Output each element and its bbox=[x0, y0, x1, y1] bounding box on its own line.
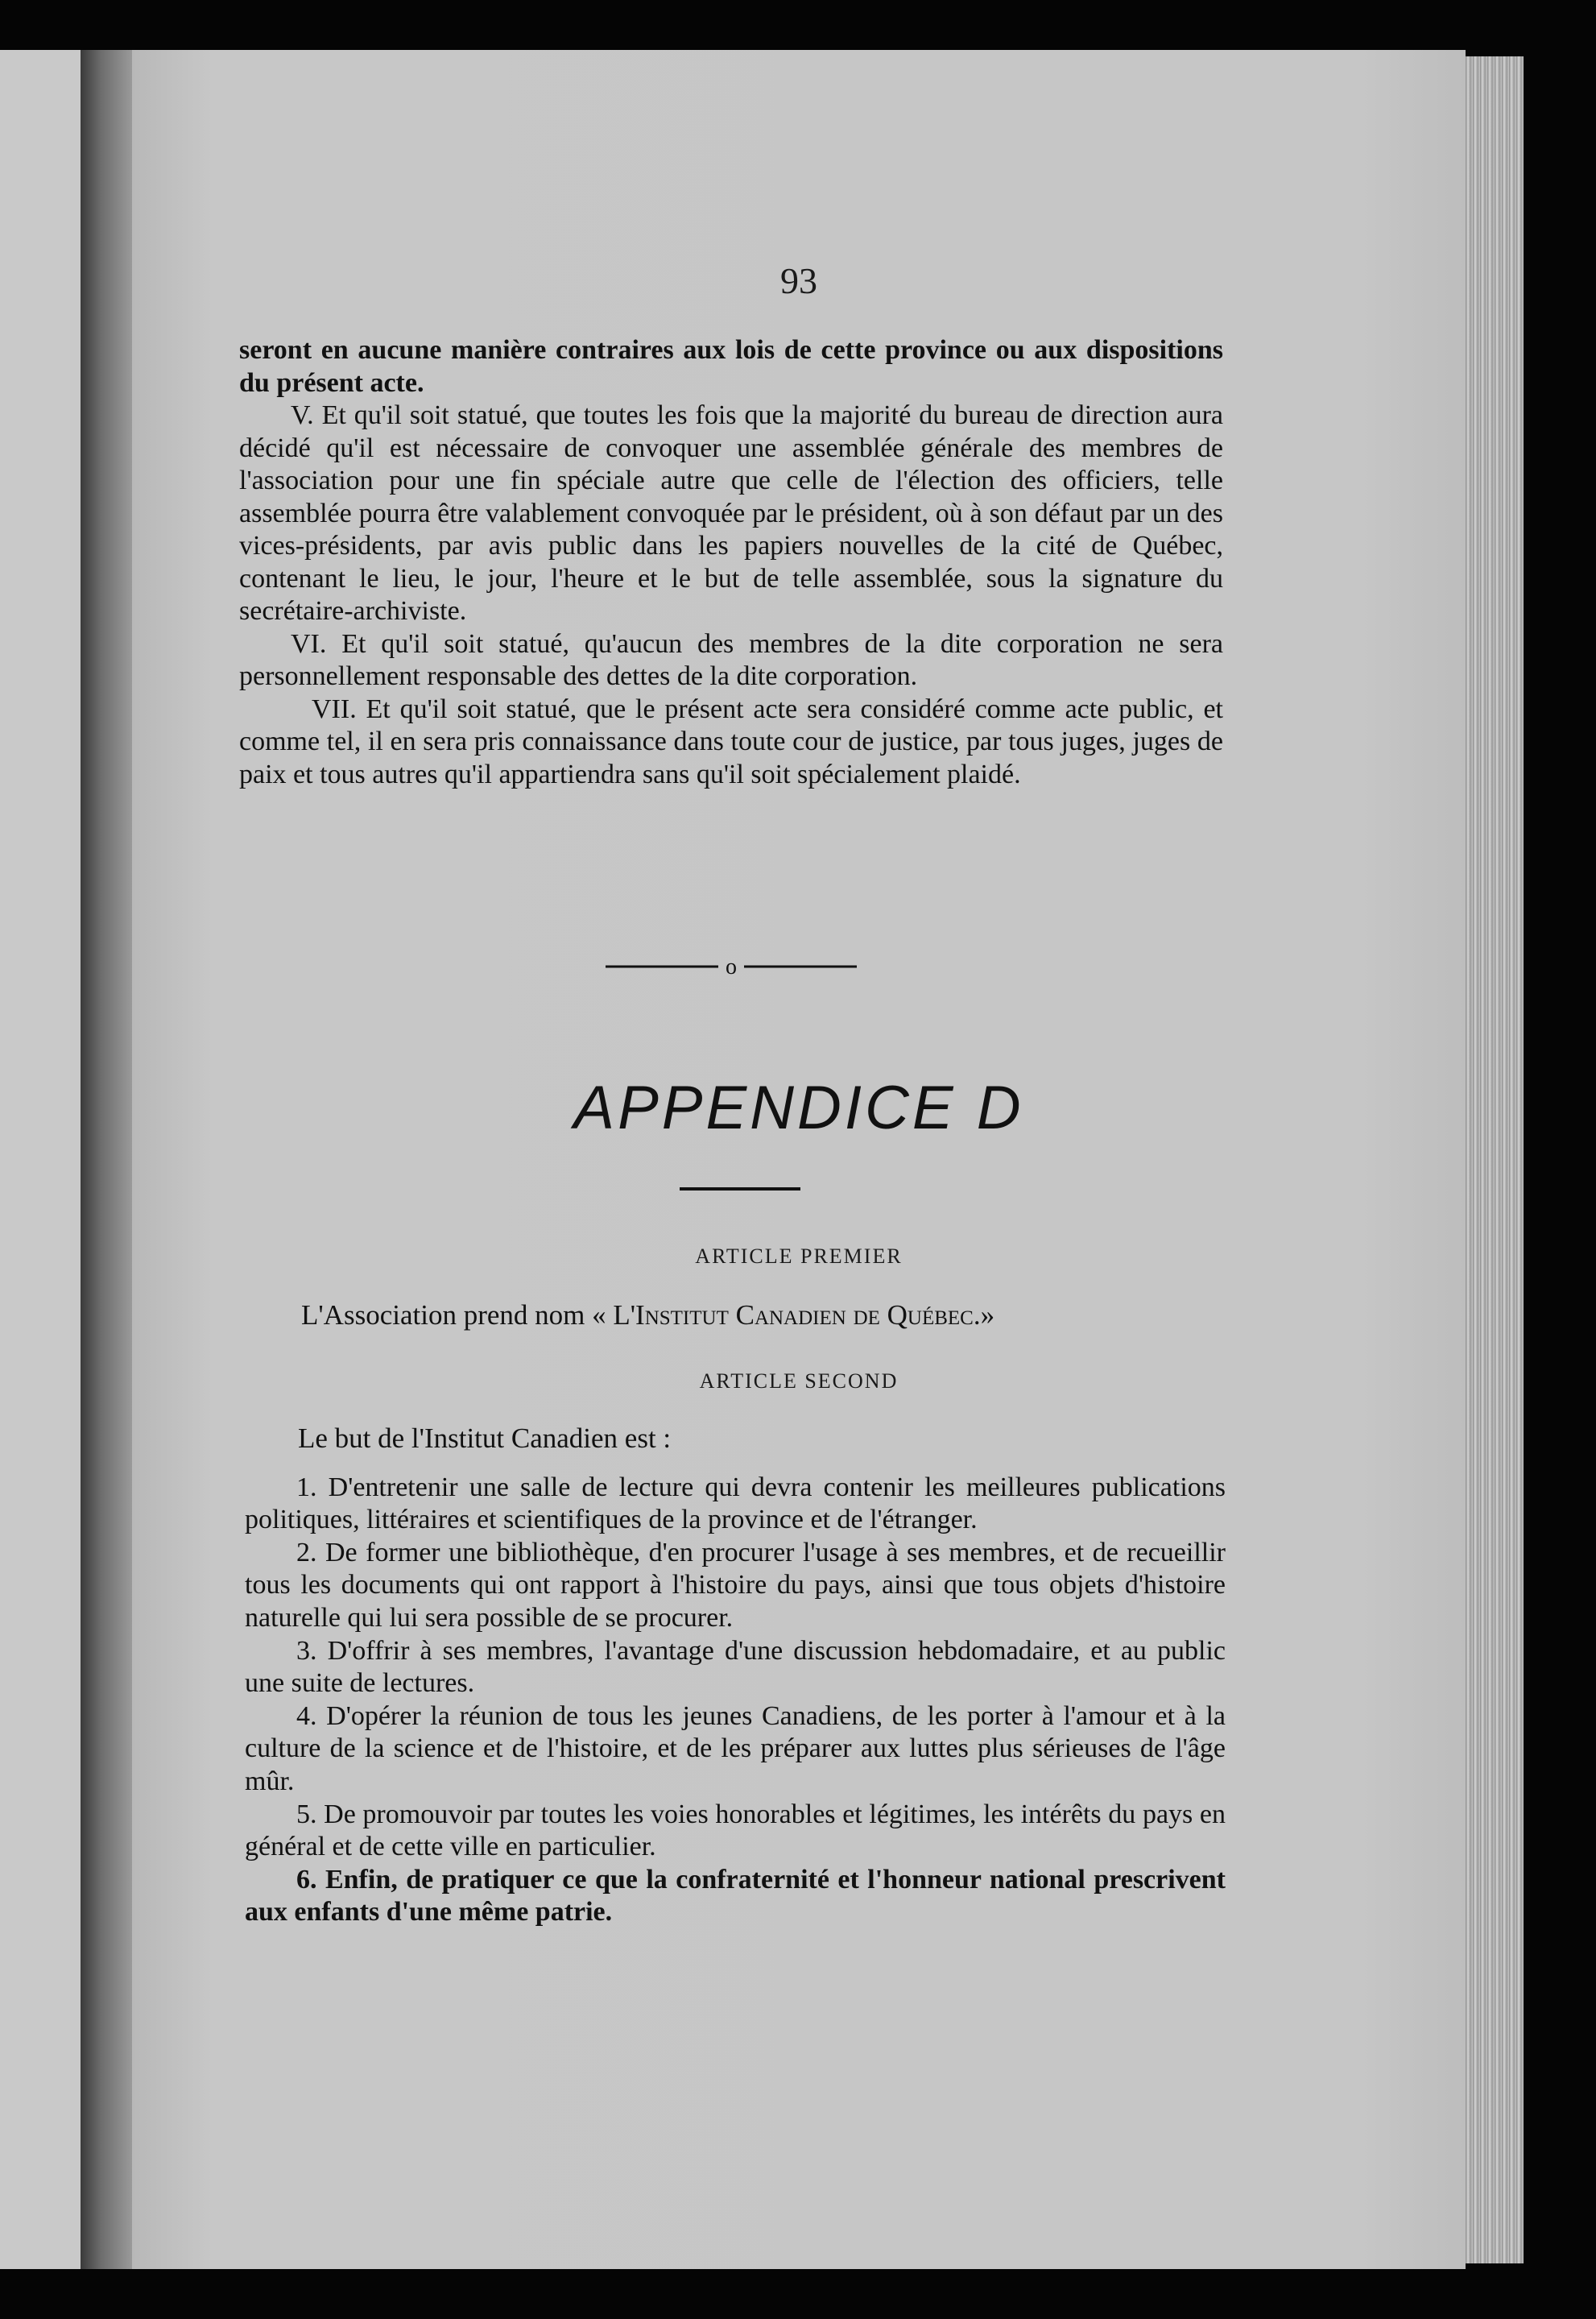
facing-page-edge bbox=[0, 50, 81, 2269]
separator-mark: o bbox=[726, 955, 737, 979]
article-second-text bbox=[245, 1422, 1226, 1929]
goal-item: 2. De former une bibliothèque, d'en procurer l'usage à ses membres, et de recueillir tous les documents qui ont rapport à l'histoire du pays, ainsi que tous objets d'histoire naturelle qui lui sera possible de se procurer. bbox=[245, 1537, 1226, 1633]
goal-item: 3. D'offrir à ses membres, l'avantage d'une discussion hebdomadaire, et au public une suite de lectures. bbox=[245, 1635, 1226, 1699]
act-section-vii: VII. Et qu'il soit statué, que le présent acte sera considéré comme acte public, et comme tel, il en sera pris connaissance dans toute cour de justice, par tous juges, juges de paix et tous autres qu'il appartiendra sans qu'il soit spécialement plaidé. bbox=[239, 694, 1223, 789]
association-name-line bbox=[301, 1299, 994, 1331]
association-prefix: L'Association prend nom bbox=[301, 1299, 585, 1331]
association-name: « L'Institut Canadien de Québec.» bbox=[592, 1299, 995, 1331]
book-page bbox=[132, 50, 1466, 2269]
article-premier-heading: ARTICLE PREMIER bbox=[695, 1244, 903, 1268]
act-paragraph-continuation: seront en aucune manière contraires aux lois de cette province ou aux dispositions du présent acte. bbox=[239, 335, 1223, 398]
article-second-lead: Le but de l'Institut Canadien est : bbox=[298, 1422, 672, 1454]
article-second-heading: ARTICLE SECOND bbox=[699, 1369, 899, 1393]
goal-item: 4. D'opérer la réunion de tous les jeunes Canadiens, de les porter à l'amour et à la culture de la science et de l'histoire, et de les préparer aux luttes plus sérieuses de l'âge mûr. bbox=[245, 1700, 1226, 1796]
act-text bbox=[239, 334, 1223, 791]
page-stack-edge bbox=[1466, 56, 1524, 2263]
goal-item: 1. D'entretenir une salle de lecture qui devra contenir les meilleures publications politiques, littéraires et scientifiques de la province et de l'étranger. bbox=[245, 1472, 1226, 1535]
book-gutter bbox=[81, 50, 132, 2269]
act-section-v: V. Et qu'il soit statué, que toutes les fois que la majorité du bureau de direction aura décidé qu'il est nécessaire de convoquer une assemblée générale des membres de l'association pour une fin spéciale autre que celle de l'élection des officiers, telle assemblée pourra être valablement convoquée par le président, où à son défaut par un des vices-présidents, par avis public dans les papiers nouvelles de la cité de Québec, contenant le lieu, le jour, l'heure et le but de telle assemblée, sous la signature du secrétaire-archiviste. bbox=[239, 400, 1223, 626]
page-number: 93 bbox=[780, 260, 817, 301]
goal-item: 6. Enfin, de pratiquer ce que la confraternité et l'honneur national prescrivent aux enfants d'une même patrie. bbox=[245, 1864, 1226, 1928]
appendix-title: APPENDICE D bbox=[573, 1074, 1024, 1142]
act-section-vi: VI. Et qu'il soit statué, qu'aucun des membres de la dite corporation ne sera personnellement responsable des dettes de la dite corporation. bbox=[239, 628, 1223, 691]
title-rule bbox=[680, 1187, 800, 1191]
section-separator bbox=[606, 955, 857, 979]
goal-item: 5. De promouvoir par toutes les voies honorables et légitimes, les intérêts du pays en général et de cette ville en particulier. bbox=[245, 1799, 1226, 1862]
